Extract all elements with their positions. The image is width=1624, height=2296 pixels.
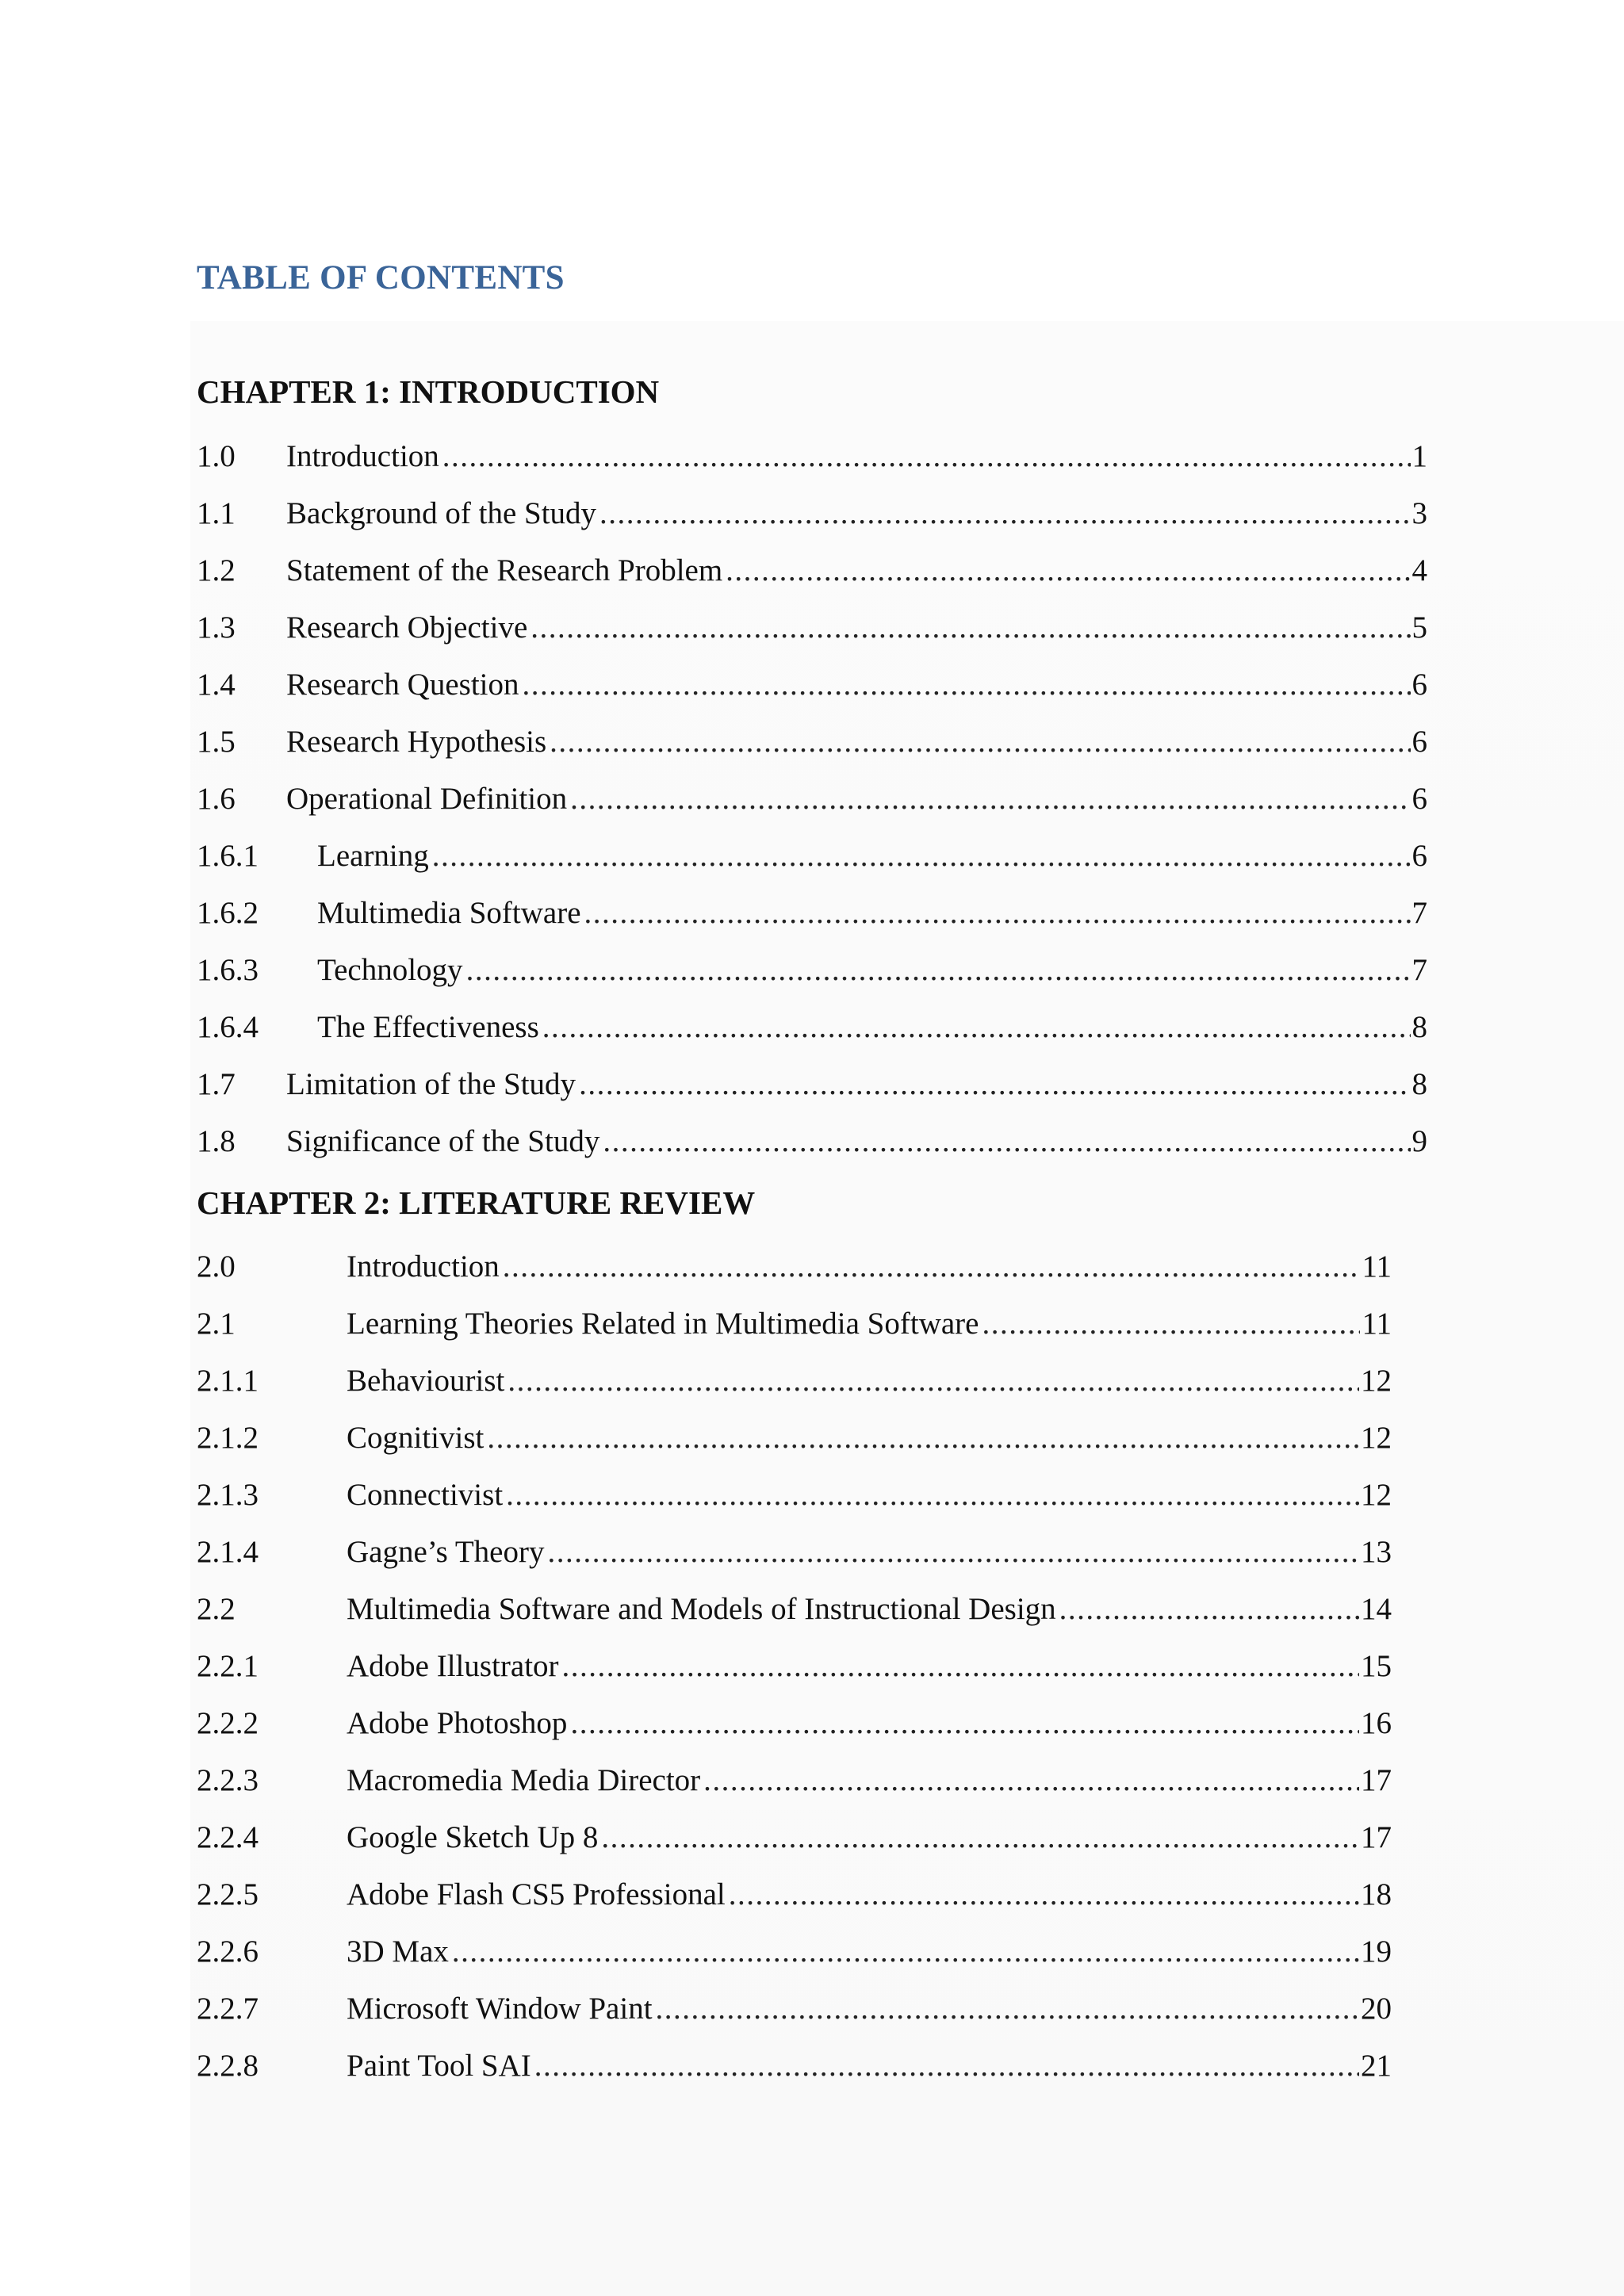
- toc-entry-number: 2.2.2: [197, 1706, 259, 1740]
- dot-leader: [530, 610, 1410, 645]
- toc-entry-label: Statement of the Research Problem: [286, 553, 723, 587]
- dot-leader: [542, 1009, 1411, 1045]
- dot-leader: [703, 1762, 1359, 1798]
- dot-leader: [550, 724, 1410, 760]
- dot-leader: [579, 1066, 1410, 1102]
- toc-entry-page: 19: [1361, 1934, 1392, 1969]
- toc-entry-number: 1.3: [197, 610, 236, 645]
- toc-entry-number: 2.2.1: [197, 1649, 259, 1683]
- toc-entry-number: 1.6.3: [197, 953, 259, 987]
- toc-entry-number: 1.1: [197, 496, 236, 530]
- toc-subentry[interactable]: [197, 895, 1427, 952]
- toc-entry-label: Multimedia Software and Models of Instructional Design: [347, 1592, 1056, 1626]
- toc-entry-number: 1.6.1: [197, 839, 259, 873]
- toc-entry-label: Google Sketch Up 8: [347, 1820, 599, 1854]
- toc-entry-number: 1.2: [197, 553, 236, 587]
- toc-entry-page: 6: [1411, 668, 1427, 702]
- toc-entry-page: 3: [1411, 496, 1427, 530]
- dot-leader: [656, 1991, 1359, 2026]
- toc-entry-label: The Effectiveness: [317, 1010, 539, 1044]
- toc-entry-number: 2.1.2: [197, 1421, 259, 1455]
- toc-entry-number: 1.6.2: [197, 896, 259, 930]
- toc-entry-page: 8: [1411, 1067, 1427, 1101]
- dot-leader: [982, 1306, 1360, 1341]
- toc-entry-label: Learning: [317, 839, 429, 873]
- dot-leader: [442, 438, 1411, 474]
- toc-entry-page: 17: [1361, 1763, 1392, 1797]
- toc-entry-label: Adobe Photoshop: [347, 1706, 568, 1740]
- dot-leader: [726, 553, 1410, 588]
- dot-leader: [534, 2048, 1359, 2084]
- dot-leader: [506, 1477, 1359, 1513]
- toc-entry[interactable]: [197, 1591, 1392, 1648]
- toc-entry-number: 2.1.4: [197, 1535, 259, 1569]
- dot-leader: [452, 1934, 1359, 1969]
- toc-entry-label: Research Question: [286, 668, 519, 702]
- toc-entry-page: 9: [1411, 1124, 1427, 1158]
- toc-entry-number: 2.2.8: [197, 2049, 259, 2083]
- toc-entry[interactable]: [197, 610, 1427, 667]
- toc-entry-page: 12: [1361, 1421, 1392, 1455]
- toc-entry-page: 6: [1411, 782, 1427, 816]
- toc-entry-number: 1.0: [197, 439, 236, 473]
- dot-leader: [599, 496, 1410, 531]
- dot-leader: [601, 1820, 1359, 1855]
- toc-entry-page: 20: [1361, 1992, 1392, 2026]
- chapter-2-toc-list: [197, 1249, 1427, 2105]
- dot-leader: [1059, 1591, 1359, 1627]
- chapter-2-heading: CHAPTER 2: LITERATURE REVIEW: [197, 1184, 756, 1221]
- toc-entry-number: 2.2.5: [197, 1877, 259, 1911]
- toc-entry-number: 1.6.4: [197, 1010, 259, 1044]
- toc-entry-number: 2.1.3: [197, 1478, 259, 1512]
- toc-entry[interactable]: [197, 667, 1427, 724]
- toc-subentry[interactable]: [197, 952, 1427, 1009]
- toc-entry-page: 15: [1361, 1649, 1392, 1683]
- dot-leader: [547, 1534, 1359, 1570]
- dot-leader: [729, 1877, 1359, 1912]
- toc-entry-page: 1: [1411, 439, 1427, 473]
- page-title: TABLE OF CONTENTS: [197, 259, 565, 297]
- toc-entry-label: Learning Theories Related in Multimedia Software: [347, 1307, 979, 1341]
- toc-entry-page: 13: [1361, 1535, 1392, 1569]
- toc-entry-label: Significance of the Study: [286, 1124, 600, 1158]
- dot-leader: [570, 781, 1410, 817]
- toc-entry[interactable]: [197, 438, 1427, 496]
- toc-entry-page: 8: [1411, 1010, 1427, 1044]
- chapter-1-heading: CHAPTER 1: INTRODUCTION: [197, 373, 660, 410]
- toc-entry-label: Paint Tool SAI: [347, 2049, 531, 2083]
- toc-entry-label: Adobe Illustrator: [347, 1649, 559, 1683]
- toc-entry[interactable]: [197, 781, 1427, 838]
- toc-entry[interactable]: [197, 1306, 1392, 1363]
- dot-leader: [562, 1648, 1359, 1684]
- toc-entry-page: 12: [1361, 1364, 1392, 1398]
- toc-entry[interactable]: [197, 1363, 1392, 1420]
- toc-entry-number: 2.2.7: [197, 1992, 259, 2026]
- toc-entry-label: Multimedia Software: [317, 896, 581, 930]
- dot-leader: [508, 1363, 1359, 1399]
- toc-entry[interactable]: [197, 1477, 1392, 1534]
- toc-entry[interactable]: [197, 553, 1427, 610]
- toc-entry-label: Research Hypothesis: [286, 725, 547, 759]
- toc-entry[interactable]: [197, 1123, 1427, 1181]
- toc-entry[interactable]: [197, 1762, 1392, 1820]
- toc-entry-number: 2.2: [197, 1592, 236, 1626]
- toc-entry-label: Macromedia Media Director: [347, 1763, 701, 1797]
- dot-leader: [503, 1249, 1361, 1284]
- chapter-1-toc-list: [197, 438, 1427, 1181]
- toc-entry-label: Behaviourist: [347, 1364, 505, 1398]
- toc-entry[interactable]: [197, 1534, 1392, 1591]
- toc-entry-page: 6: [1411, 725, 1427, 759]
- toc-entry-page: 7: [1411, 953, 1427, 987]
- toc-entry-number: 1.5: [197, 725, 236, 759]
- toc-entry[interactable]: [197, 1991, 1392, 2048]
- dot-leader: [487, 1420, 1359, 1456]
- toc-subentry[interactable]: [197, 838, 1427, 895]
- toc-entry-page: 18: [1361, 1877, 1392, 1911]
- toc-entry[interactable]: [197, 1934, 1392, 1991]
- toc-entry-number: 2.2.4: [197, 1820, 259, 1854]
- toc-entry-number: 1.7: [197, 1067, 236, 1101]
- toc-entry-label: Connectivist: [347, 1478, 504, 1512]
- toc-entry[interactable]: [197, 496, 1427, 553]
- toc-entry[interactable]: [197, 1066, 1427, 1123]
- toc-entry-label: Research Objective: [286, 610, 528, 645]
- toc-entry-number: 2.1: [197, 1307, 236, 1341]
- toc-entry-label: Gagne’s Theory: [347, 1535, 545, 1569]
- toc-entry-page: 14: [1361, 1592, 1392, 1626]
- toc-entry-label: Technology: [317, 953, 463, 987]
- toc-entry-page: 4: [1411, 553, 1427, 587]
- toc-entry[interactable]: [197, 1249, 1392, 1306]
- toc-entry-label: Introduction: [286, 439, 439, 473]
- toc-entry-page: 12: [1361, 1478, 1392, 1512]
- dot-leader: [584, 895, 1411, 931]
- toc-entry[interactable]: [197, 1420, 1392, 1477]
- toc-entry-label: 3D Max: [347, 1934, 449, 1969]
- toc-entry[interactable]: [197, 2048, 1392, 2105]
- toc-entry-number: 2.1.1: [197, 1364, 259, 1398]
- toc-entry-label: Limitation of the Study: [286, 1067, 576, 1101]
- toc-entry[interactable]: [197, 1648, 1392, 1705]
- toc-entry[interactable]: [197, 1705, 1392, 1762]
- toc-entry-page: 5: [1411, 610, 1427, 645]
- dot-leader: [466, 952, 1411, 988]
- toc-entry[interactable]: [197, 724, 1427, 781]
- toc-entry-label: Microsoft Window Paint: [347, 1992, 653, 2026]
- toc-entry-number: 1.8: [197, 1124, 236, 1158]
- toc-entry-label: Background of the Study: [286, 496, 597, 530]
- toc-entry-number: 2.2.6: [197, 1934, 259, 1969]
- toc-entry-number: 1.6: [197, 782, 236, 816]
- toc-entry-label: Cognitivist: [347, 1421, 485, 1455]
- toc-entry-label: Operational Definition: [286, 782, 568, 816]
- dot-leader: [432, 838, 1411, 874]
- toc-entry-page: 16: [1361, 1706, 1392, 1740]
- toc-entry-page: 17: [1361, 1820, 1392, 1854]
- toc-entry[interactable]: [197, 1820, 1392, 1877]
- toc-entry-page: 6: [1411, 839, 1427, 873]
- toc-entry-page: 11: [1362, 1249, 1392, 1284]
- toc-entry[interactable]: [197, 1877, 1392, 1934]
- dot-leader: [523, 667, 1411, 702]
- toc-entry-label: Introduction: [347, 1249, 500, 1284]
- dot-leader: [603, 1123, 1410, 1159]
- toc-subentry[interactable]: [197, 1009, 1427, 1066]
- toc-entry-number: 1.4: [197, 668, 236, 702]
- toc-entry-number: 2.0: [197, 1249, 236, 1284]
- toc-entry-label: Adobe Flash CS5 Professional: [347, 1877, 726, 1911]
- toc-entry-page: 21: [1361, 2049, 1392, 2083]
- toc-entry-number: 2.2.3: [197, 1763, 259, 1797]
- dot-leader: [570, 1705, 1359, 1741]
- toc-entry-page: 11: [1362, 1307, 1392, 1341]
- toc-entry-page: 7: [1411, 896, 1427, 930]
